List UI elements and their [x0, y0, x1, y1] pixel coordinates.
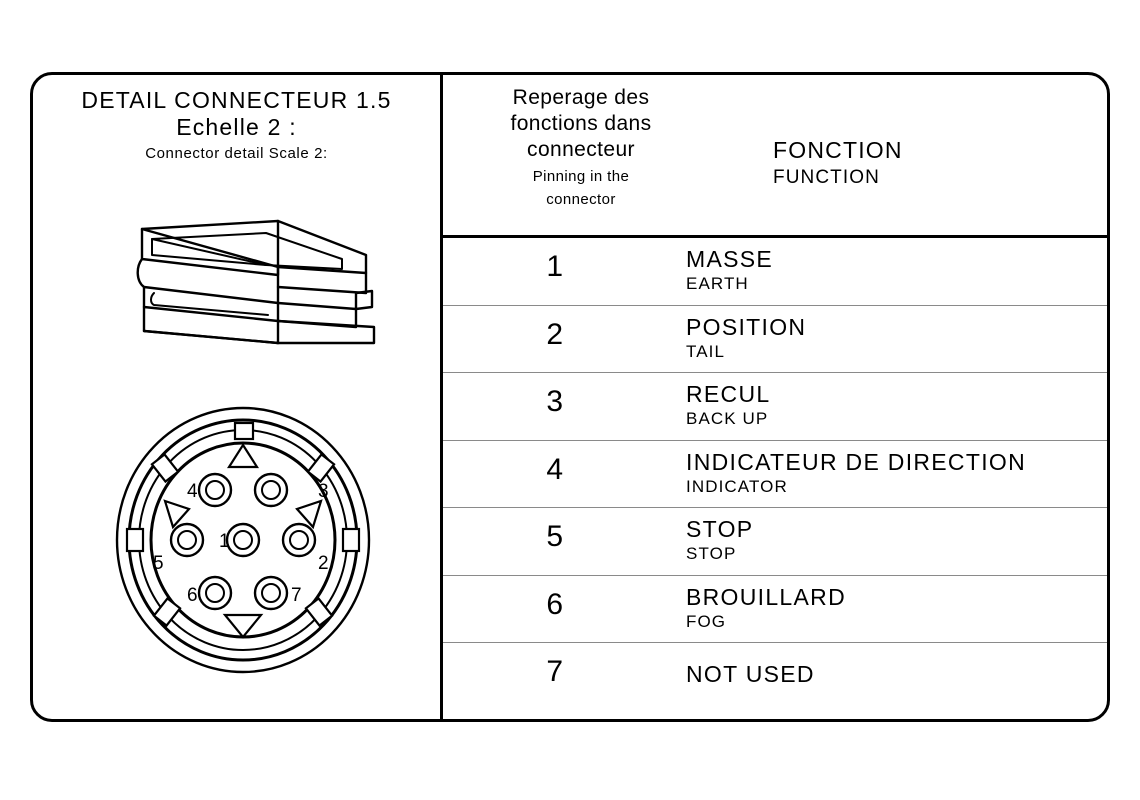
- header-en-line-1: Pinning in the: [532, 168, 630, 185]
- function-labels: [686, 449, 1101, 497]
- header-function-en: FUNCTION: [773, 167, 880, 188]
- function-fr: STOP: [686, 516, 754, 542]
- svg-text:1: 1: [219, 531, 230, 552]
- header-function-fr: FONCTION: [773, 137, 903, 163]
- title-line-fr-1: DETAIL CONNECTEUR 1.5: [81, 87, 392, 113]
- function-fr: RECUL: [686, 381, 771, 407]
- svg-text:2: 2: [318, 553, 329, 574]
- function-table: [443, 75, 1107, 719]
- svg-text:5: 5: [153, 553, 164, 574]
- table-row: [443, 643, 1107, 711]
- function-en: TAIL: [686, 341, 726, 361]
- pin-number: 7: [546, 655, 564, 688]
- pin-number: 5: [546, 520, 564, 553]
- function-en: INDICATOR: [686, 476, 788, 496]
- connector-pin-face-icon: [113, 405, 373, 675]
- table-row: [443, 441, 1107, 509]
- table-row: [443, 306, 1107, 374]
- function-fr: BROUILLARD: [686, 583, 846, 610]
- header-fr-line-3: connecteur: [527, 138, 635, 161]
- table-body: [443, 238, 1107, 711]
- header-fr-line-2: fonctions dans: [510, 112, 652, 135]
- function-fr: NOT USED: [686, 661, 815, 687]
- function-en: BACK UP: [686, 409, 769, 428]
- svg-text:7: 7: [291, 585, 302, 606]
- svg-text:4: 4: [187, 481, 198, 502]
- table-row: [443, 373, 1107, 441]
- function-en: EARTH: [686, 274, 749, 293]
- table-row: [443, 508, 1107, 576]
- header-fr-line-1: Reperage des: [512, 86, 650, 109]
- function-en: STOP: [686, 544, 737, 563]
- pin-number: 3: [546, 385, 564, 418]
- connector-detail-panel: [33, 75, 440, 719]
- connector-detail-title: [33, 87, 440, 162]
- pin-number: 4: [546, 452, 564, 486]
- table-header-function: [773, 137, 1073, 189]
- function-labels: [686, 516, 1101, 564]
- function-fr: POSITION: [686, 313, 807, 340]
- table-header: [443, 75, 1107, 235]
- function-labels: [686, 661, 1101, 687]
- pin-number: 2: [546, 317, 564, 351]
- table-row: [443, 238, 1107, 306]
- function-labels: [686, 381, 1101, 429]
- table-row: [443, 576, 1107, 644]
- title-line-fr-2: Echelle 2 :: [176, 114, 297, 140]
- function-labels: [686, 246, 1101, 294]
- header-en-line-2: connector: [546, 191, 616, 208]
- function-en: FOG: [686, 611, 727, 631]
- svg-text:6: 6: [187, 585, 198, 606]
- function-fr: MASSE: [686, 246, 774, 272]
- title-line-en: Connector detail Scale 2:: [145, 145, 328, 162]
- function-labels: [686, 584, 1101, 632]
- svg-text:3: 3: [318, 481, 329, 502]
- table-header-pinning: [461, 85, 701, 209]
- pin-number: 6: [546, 587, 564, 621]
- connector-isometric-icon: [128, 215, 378, 350]
- function-fr: INDICATEUR DE DIRECTION: [686, 448, 1026, 475]
- function-labels: [686, 314, 1101, 362]
- pin-number: 1: [546, 250, 564, 283]
